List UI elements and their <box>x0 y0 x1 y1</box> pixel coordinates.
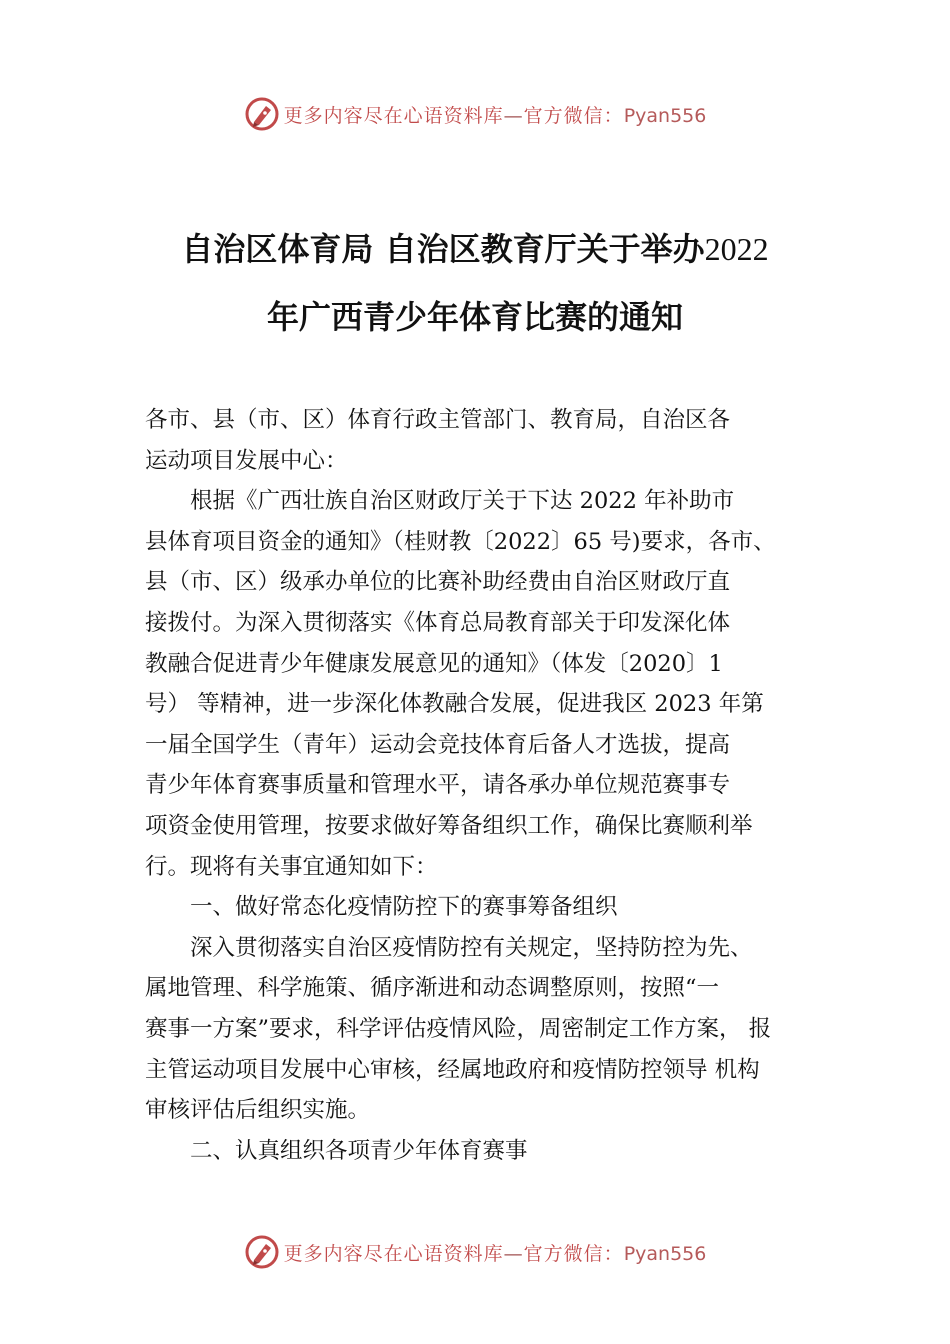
document-title-line-1 <box>140 224 810 270</box>
pen-nib-logo-icon <box>244 1234 280 1270</box>
body-text-line: 一届全国学生（青年）运动会竞技体育后备人才选拔，提高 <box>145 731 731 758</box>
document-title-line-2: 年广西青少年体育比赛的通知 <box>266 298 683 336</box>
watermark-text-group <box>284 1239 707 1266</box>
body-text-line: 二、认真组织各项青少年体育赛事 <box>145 1137 528 1164</box>
header-watermark <box>0 94 950 134</box>
body-text-line: 项资金使用管理，按要求做好筹备组织工作，确保比赛顺利举 <box>145 813 753 839</box>
title-year: 2022 <box>704 231 769 267</box>
title-line-1-text: 自治区体育局 自治区教育厅关于举办 <box>181 230 705 268</box>
watermark-wechat-id: Pyan556 <box>623 104 707 127</box>
body-text-line: 县体育项目资金的通知》（桂财教〔2022〕65 号)要求，各市、 <box>145 528 776 555</box>
body-text-line: 接拨付。为深入贯彻落实《体育总局教育部关于印发深化体 <box>145 610 731 636</box>
watermark-wechat-id: Pyan556 <box>623 1242 707 1265</box>
body-text-line: 根据《广西壮族自治区财政厅关于下达 2022 年补助市 <box>145 488 735 515</box>
watermark-separator: — <box>503 1242 524 1265</box>
body-text-line: 县（市、区）级承办单位的比赛补助经费由自治区财政厅直 <box>145 569 731 596</box>
body-text-line: 运动项目发展中心： <box>145 447 348 474</box>
watermark-text: 更多内容尽在心语资料库 <box>283 104 504 127</box>
body-text-line: 各市、县（市、区）体育行政主管部门、教育局，自治区各 <box>145 407 731 433</box>
body-text-line: 赛事一方案”要求，科学评估疫情风险，周密制定工作方案， 报 <box>145 1016 772 1042</box>
watermark-text: 更多内容尽在心语资料库 <box>283 1242 504 1265</box>
body-text-line: 号） 等精神，进一步深化体教融合发展，促进我区 2023 年第 <box>145 691 764 718</box>
body-text-line: 一、做好常态化疫情防控下的赛事筹备组织 <box>145 894 618 921</box>
watermark-separator: — <box>503 104 524 127</box>
body-text-line: 审核评估后组织实施。 <box>145 1097 371 1124</box>
body-text-line: 教融合促进青少年健康发展意见的通知》（体发〔2020〕1 <box>145 650 723 677</box>
pen-nib-logo-icon <box>244 96 280 132</box>
watermark-text-group <box>284 101 707 128</box>
body-text-line: 主管运动项目发展中心审核，经属地政府和疫情防控领导 机构 <box>145 1056 760 1083</box>
body-text-line: 属地管理、科学施策、循序渐进和动态调整原则，按照“一 <box>145 975 720 1002</box>
body-text-line: 深入贯彻落实自治区疫情防控有关规定，坚持防控为先、 <box>145 934 753 961</box>
watermark-wechat-label: 官方微信： <box>523 1242 624 1265</box>
footer-watermark <box>0 1232 950 1272</box>
body-text-line: 青少年体育赛事质量和管理水平，请各承办单位规范赛事专 <box>145 772 731 799</box>
watermark-wechat-label: 官方微信： <box>523 104 624 127</box>
body-text-line: 行。现将有关事宜通知如下： <box>145 853 438 880</box>
